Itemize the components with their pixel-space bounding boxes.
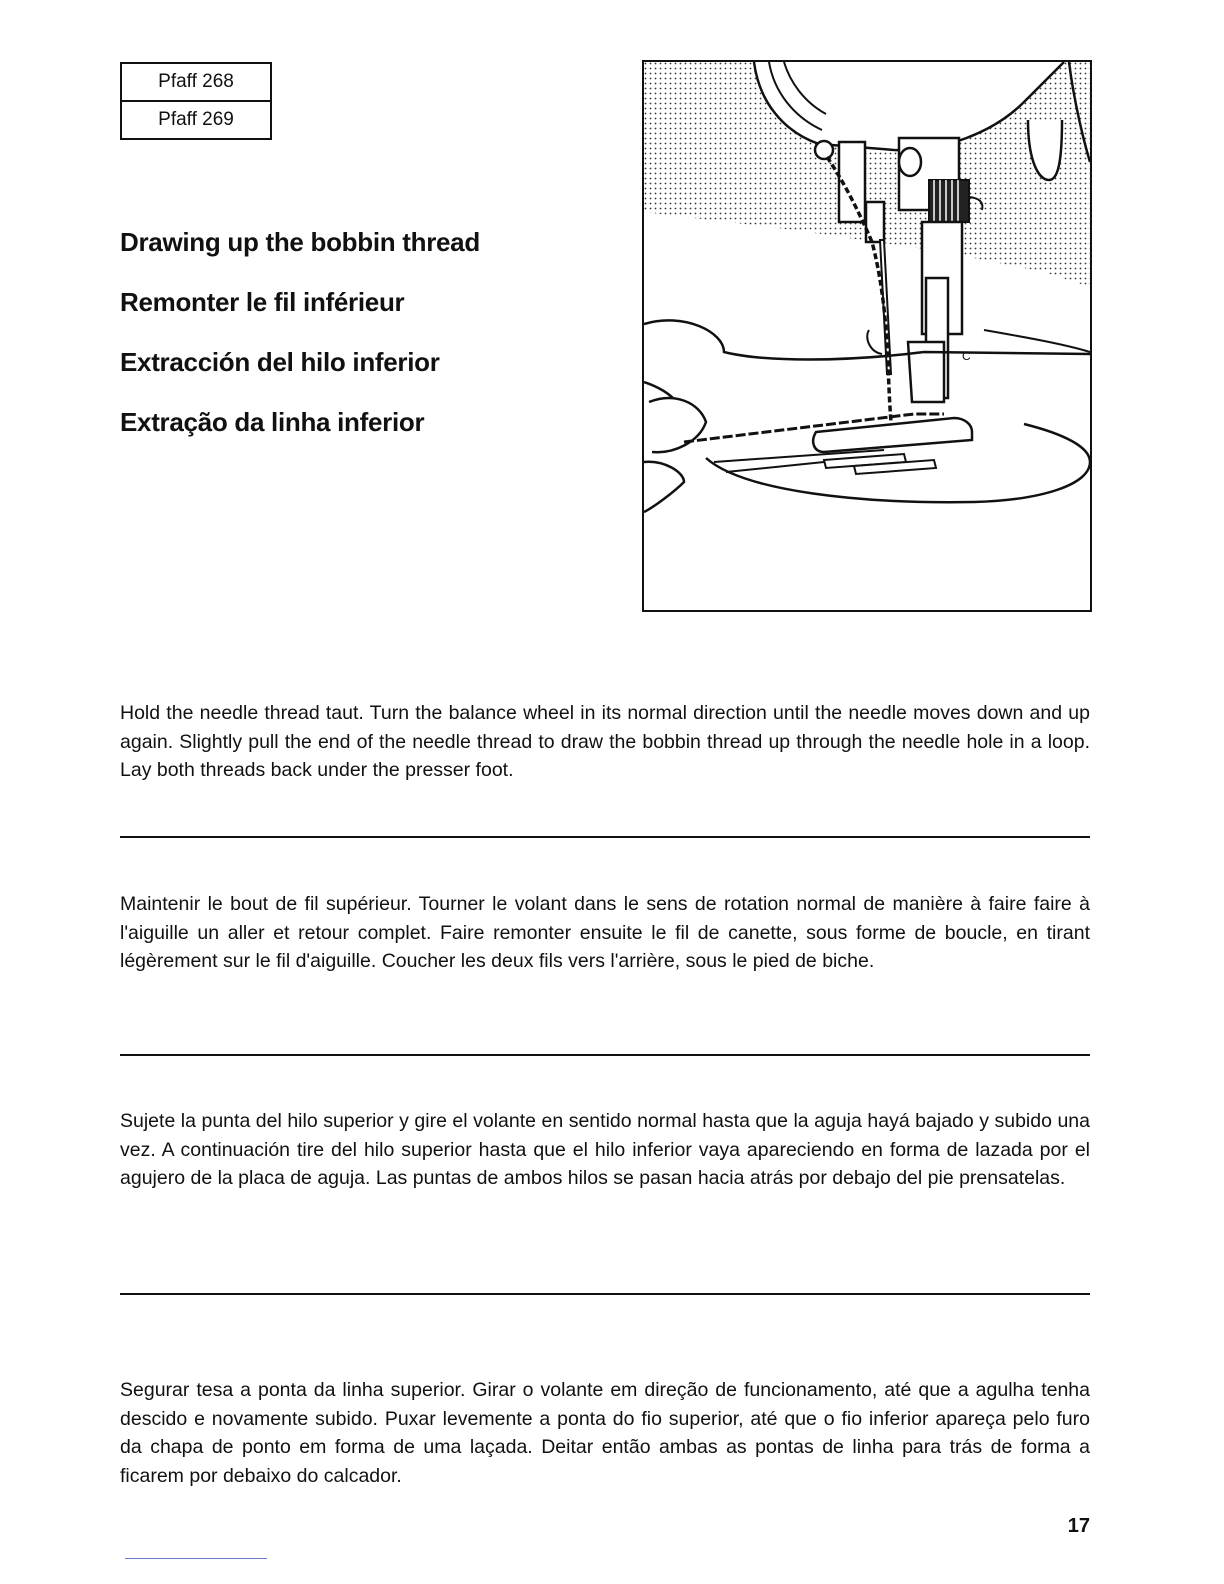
section-headings	[120, 222, 600, 462]
divider	[120, 1054, 1090, 1056]
heading-english: Drawing up the bobbin thread	[120, 227, 480, 257]
needle-presser-foot-drawing	[644, 62, 1090, 610]
paragraph-portuguese: Segurar tesa a ponta da linha superior. Girar o volante em direção de funcionamento, até que a agulha tenha descido e novamente subido. Puxar levemente a ponta do fio superior, até que o fio inferior apareça pelo furo da chapa de ponto em forma de uma laçada. Deitar então ambas as pontas de linha para trás de forma a ficarem por debaixo do calcador.	[120, 1379, 1090, 1487]
divider	[120, 1293, 1090, 1295]
footer-line	[125, 1558, 267, 1559]
arm-edge	[984, 330, 1090, 352]
finger	[649, 398, 706, 452]
sewing-machine-illustration	[642, 60, 1092, 612]
page-number: 17	[1067, 1515, 1090, 1537]
thread-guide	[815, 141, 833, 159]
clamp-screw-knob	[929, 180, 969, 222]
presser-foot-sole	[813, 418, 972, 452]
divider	[120, 836, 1090, 838]
paragraph-spanish: Sujete la punta del hilo superior y gire el volante en sentido normal hasta que la aguja hayá bajado y subido una vez. A continuación tire del hilo superior hasta que el hilo inferior vaya apareciendo en forma de lazada por el agujero de la placa de aguja. Las puntas de ambos hilos se pasan hacia atrás por debajo del pie prensatelas.	[120, 1110, 1090, 1189]
heading-portuguese: Extração da linha inferior	[120, 407, 425, 437]
paragraph-english: Hold the needle thread taut. Turn the balance wheel in its normal direction until the needle moves down and up again. Slightly pull the end of the needle thread to draw the bobbin thread up through the needle hole in a loop. Lay both threads back under the presser foot.	[120, 702, 1090, 781]
svg-text:C: C	[962, 349, 971, 363]
model-box	[120, 62, 272, 140]
model-label: Pfaff 268	[158, 71, 234, 92]
model-label: Pfaff 269	[122, 100, 270, 138]
paragraph-french: Maintenir le bout de fil supérieur. Tourner le volant dans le sens de rotation normal de manière à faire faire à l'aiguille un aller et retour complet. Faire remonter ensuite le fil de canette, sous forme de boucle, en tirant légèrement sur le fil d'aiguille. Coucher les deux fils vers l'arrière, sous le pied de biche.	[120, 893, 1090, 972]
needle-clamp	[866, 202, 884, 242]
heading-spanish: Extracción del hilo inferior	[120, 347, 440, 377]
screw	[899, 148, 921, 176]
heading-french: Remonter le fil inférieur	[120, 287, 405, 317]
